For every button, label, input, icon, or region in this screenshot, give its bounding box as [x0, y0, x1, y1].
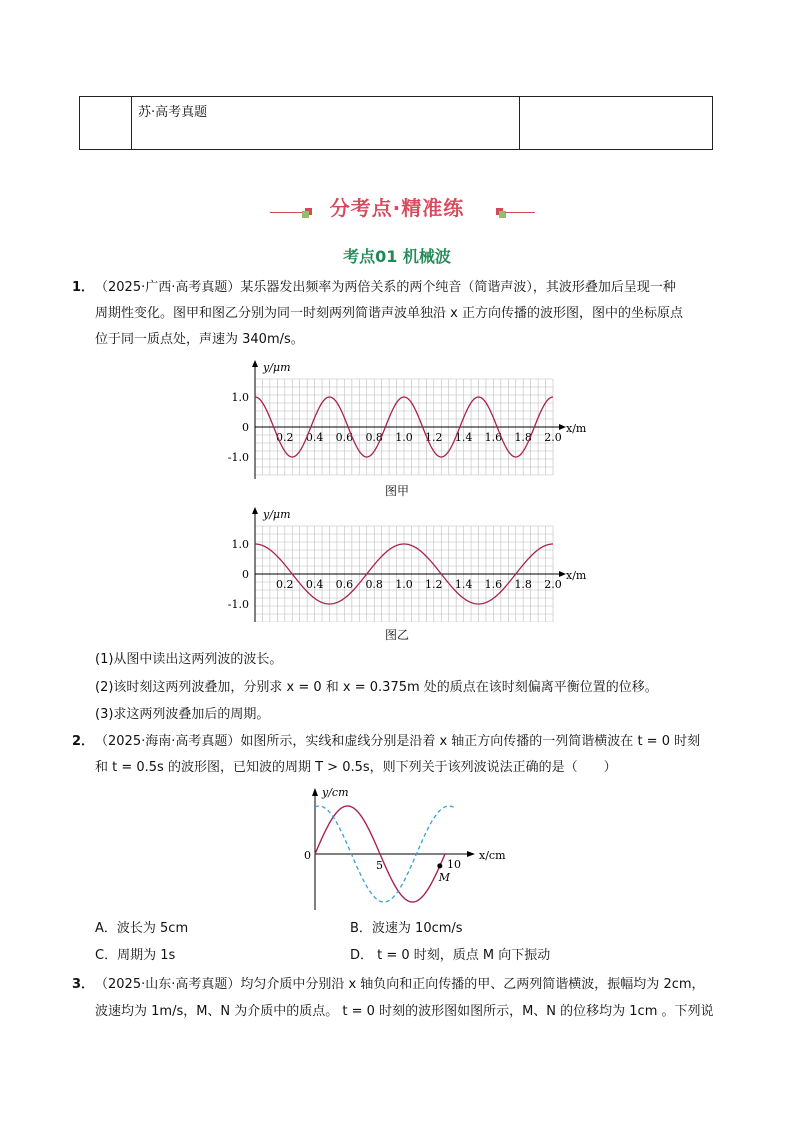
y-tick-label: 1.0: [231, 391, 249, 404]
q2-option-d: D． t = 0 时刻，质点 M 向下振动: [350, 948, 551, 963]
q1-text-line: 周期性变化。图甲和图乙分别为同一时刻两列简谐声波单独沿 x 正方向传播的波形图，图中的坐标原点: [95, 306, 683, 321]
q1-subquestion-1: (1)从图中读出这两列波的波长。: [95, 652, 283, 667]
x-tick-label: 1.0: [395, 578, 413, 591]
x-axis-label: x/m: [566, 569, 587, 582]
q2-wave-figure: [295, 782, 520, 912]
q1-text-line: 位于同一质点处，声速为 340m/s。: [95, 332, 304, 347]
figure-jia-caption: 图甲: [385, 484, 410, 498]
x-tick-label: 0.2: [276, 578, 294, 591]
header-table: [79, 96, 713, 150]
q3-text-line: 波速均为 1m/s，M、N 为介质中的质点。 t = 0 时刻的波形图如图所示，M、N 的位移均为 1cm 。下列说: [95, 1004, 714, 1019]
y-axis-label: y/μm: [263, 508, 291, 521]
y-tick-label: -1.0: [227, 451, 249, 464]
x-tick-label: 1.4: [454, 578, 473, 591]
x-tick-label: 1.2: [425, 578, 443, 591]
x-tick-label: 1.4: [454, 431, 473, 444]
x-tick-label: 0.4: [305, 431, 324, 444]
q2-text-line: 和 t = 0.5s 的波形图，已知波的周期 T > 0.5s，则下列关于该列波说法正确的是（ ）: [95, 760, 617, 775]
q2-option-b: B．波速为 10cm/s: [350, 921, 463, 936]
x-tick-label: 0.6: [335, 431, 354, 444]
q1-text-line: （2025·广西·高考真题）某乐器发出频率为两倍关系的两个纯音（简谐声波），其波形叠加后呈现一种: [95, 280, 676, 295]
q2-option-a: A．波长为 5cm: [95, 921, 189, 936]
figure-yi-chart: [225, 502, 595, 622]
table-divider: [519, 97, 520, 149]
figure-jia-chart: [225, 355, 595, 485]
x-axis-arrow: [467, 851, 475, 857]
y-tick-label: -1.0: [227, 598, 249, 611]
y-tick-label: 0: [242, 421, 249, 434]
q2-option-c: C．周期为 1s: [95, 948, 176, 963]
x-axis-label: x/cm: [479, 849, 506, 862]
y-axis-arrow: [252, 360, 258, 367]
q1-subquestion-3: (3)求这两列波叠加后的周期。: [95, 707, 270, 722]
x-tick-label: 0.4: [305, 578, 324, 591]
x-tick-label: 0.8: [365, 578, 383, 591]
y-axis-arrow: [252, 507, 258, 514]
point-m: [437, 863, 442, 868]
y-axis-label: y/cm: [322, 786, 349, 799]
y-axis-arrow: [312, 788, 318, 796]
x-tick-label: 1.0: [395, 431, 413, 444]
point-m-label: M: [438, 870, 451, 884]
q2-text-line: （2025·海南·高考真题）如图所示，实线和虚线分别是沿着 x 轴正方向传播的一列简谐横波在 t = 0 时刻: [95, 734, 701, 749]
table-divider: [131, 97, 132, 149]
section-title: 分考点·精准练: [329, 196, 465, 220]
x-tick-label: 0.6: [335, 578, 354, 591]
x-tick-label: 0.2: [276, 431, 294, 444]
x-tick-label: 2.0: [544, 578, 562, 591]
x-tick-label: 10: [447, 858, 461, 871]
x-tick-label: 1.8: [514, 578, 532, 591]
x-tick-label: 5: [376, 859, 383, 872]
q3-number: 3．: [72, 977, 95, 992]
table-cell-text: 苏·高考真题: [138, 105, 208, 120]
x-tick-label: 1.8: [514, 431, 532, 444]
y-axis-label: y/μm: [263, 361, 291, 374]
x-tick-label: 1.2: [425, 431, 443, 444]
x-tick-label: 0: [304, 849, 311, 862]
x-tick-label: 0.8: [365, 431, 383, 444]
q2-number: 2．: [72, 734, 95, 749]
x-tick-label: 1.6: [484, 578, 503, 591]
q3-text-line: （2025·山东·高考真题）均匀介质中分别沿 x 轴负向和正向传播的甲、乙两列简谐横波，振幅均为 2cm，: [95, 977, 705, 992]
y-tick-label: 0: [242, 568, 249, 581]
section-subtitle: 考点01 机械波: [343, 247, 451, 266]
title-deco-line-right: [505, 212, 535, 213]
x-tick-label: 1.6: [484, 431, 503, 444]
x-axis-label: x/m: [566, 422, 587, 435]
q1-number: 1．: [72, 280, 95, 295]
x-tick-label: 2.0: [544, 431, 562, 444]
y-tick-label: 1.0: [231, 538, 249, 551]
x-axis-arrow: [559, 571, 566, 577]
q1-subquestion-2: (2)该时刻这两列波叠加，分别求 x = 0 和 x = 0.375m 处的质点在该时刻偏离平衡位置的位移。: [95, 680, 658, 695]
x-axis-arrow: [559, 424, 566, 430]
figure-yi-caption: 图乙: [385, 628, 410, 642]
